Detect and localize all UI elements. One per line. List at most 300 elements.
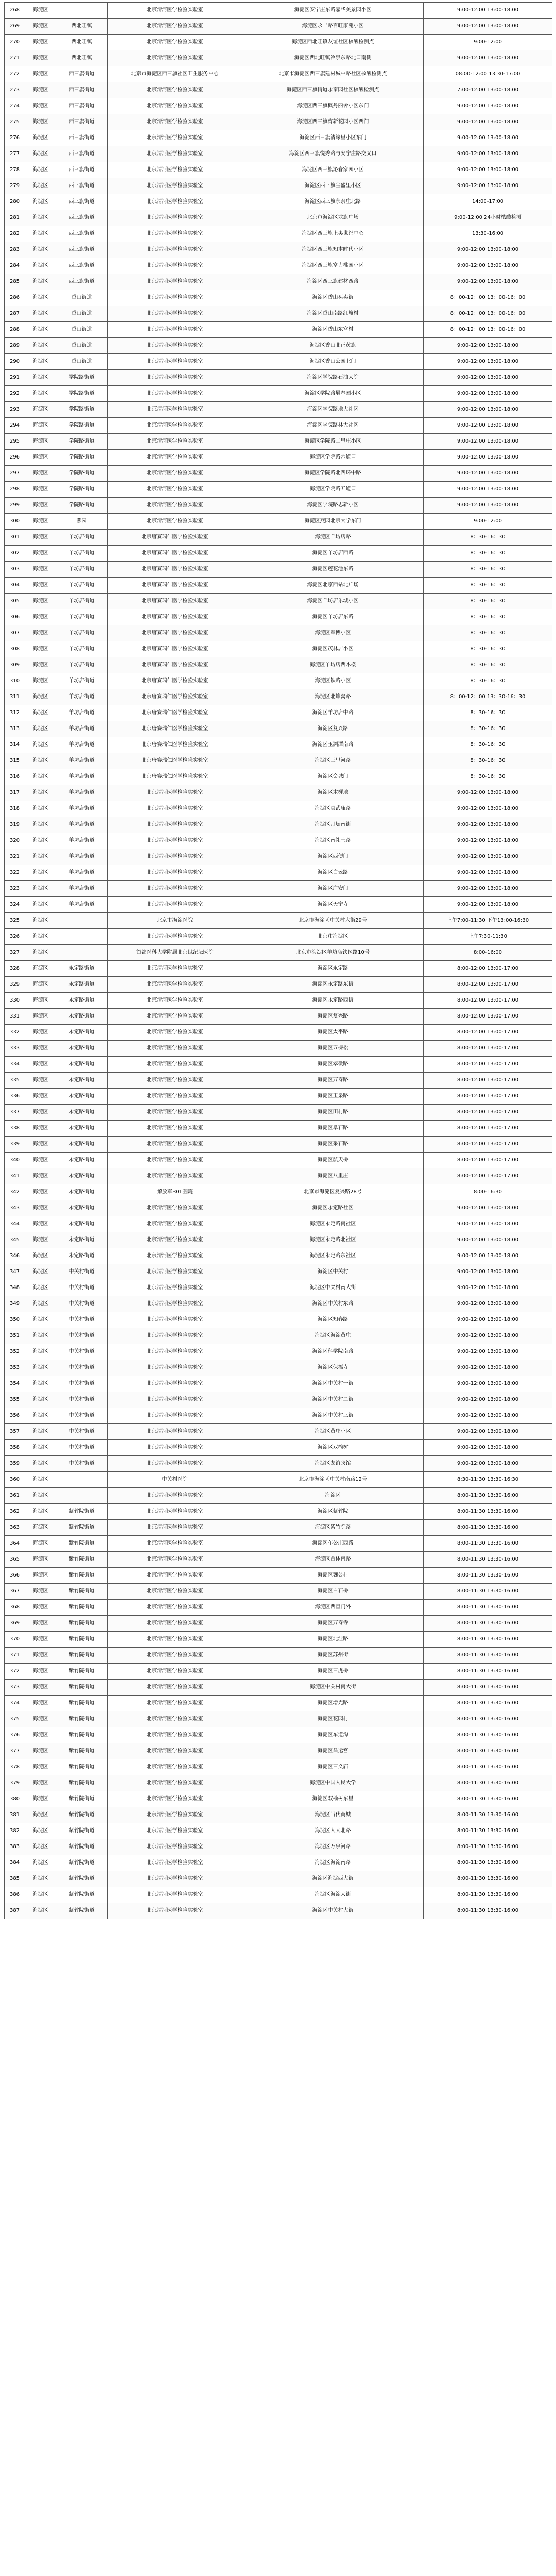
opening-time-cell: 8:00-11:30 13:30-16:00 xyxy=(424,1855,552,1871)
district-cell: 海淀区 xyxy=(25,1216,56,1232)
table-row xyxy=(5,609,552,625)
institution-cell: 北京清河医学检验实验室 xyxy=(108,19,242,35)
district-cell: 海淀区 xyxy=(25,210,56,226)
address-cell: 海淀区西三旗悦秀路与安宁庄路交叉口 xyxy=(242,146,424,162)
district-cell: 海淀区 xyxy=(25,1121,56,1137)
street-cell: 紫竹院街道 xyxy=(56,1711,108,1727)
table-row xyxy=(5,530,552,546)
institution-cell: 北京唐赛瑞仁医学检验实验室 xyxy=(108,737,242,753)
street-cell: 西三旗街道 xyxy=(56,210,108,226)
table-row xyxy=(5,306,552,322)
opening-time-cell: 9:00-12:00 13:00-18:00 xyxy=(424,1216,552,1232)
district-cell: 海淀区 xyxy=(25,402,56,418)
opening-time-cell: 9:00-12:00 13:00-18:00 xyxy=(424,1376,552,1392)
district-cell: 海淀区 xyxy=(25,98,56,114)
institution-cell: 北京清河医学检验实验室 xyxy=(108,370,242,386)
institution-cell: 北京清河医学检验实验室 xyxy=(108,1823,242,1839)
address-cell: 北京市海淀区中关村大街29号 xyxy=(242,913,424,929)
institution-cell: 北京清河医学检验实验室 xyxy=(108,1025,242,1041)
row-number-cell: 374 xyxy=(5,1696,25,1711)
address-cell: 海淀区月坛南街 xyxy=(242,817,424,833)
opening-time-cell: 9:00-12:00 13:00-18:00 xyxy=(424,1264,552,1280)
table-row xyxy=(5,881,552,897)
district-cell: 海淀区 xyxy=(25,913,56,929)
row-number-cell: 340 xyxy=(5,1153,25,1168)
row-number-cell: 286 xyxy=(5,290,25,306)
district-cell: 海淀区 xyxy=(25,274,56,290)
table-row xyxy=(5,1855,552,1871)
opening-time-cell: 8:00-12:00 13:00-17:00 xyxy=(424,993,552,1009)
opening-time-cell: 9:00-12:00 13:00-18:00 xyxy=(424,178,552,194)
district-cell: 海淀区 xyxy=(25,865,56,881)
street-cell: 紫竹院街道 xyxy=(56,1648,108,1664)
institution-cell: 北京清河医学检验实验室 xyxy=(108,1584,242,1600)
institution-cell: 北京清河医学检验实验室 xyxy=(108,402,242,418)
opening-time-cell: 8:00-12:00 13:00-17:00 xyxy=(424,1025,552,1041)
table-row xyxy=(5,1137,552,1153)
address-cell: 海淀区香山买卖街 xyxy=(242,290,424,306)
opening-time-cell: 8:00-11:30 13:30-16:00 xyxy=(424,1711,552,1727)
institution-cell: 北京清河医学检验实验室 xyxy=(108,98,242,114)
institution-cell: 北京清河医学检验实验室 xyxy=(108,1743,242,1759)
opening-time-cell: 8:00-11:30 13:30-16:00 xyxy=(424,1648,552,1664)
row-number-cell: 284 xyxy=(5,258,25,274)
row-number-cell: 302 xyxy=(5,546,25,562)
district-cell: 海淀区 xyxy=(25,1839,56,1855)
institution-cell: 北京清河医学检验实验室 xyxy=(108,290,242,306)
row-number-cell: 334 xyxy=(5,1057,25,1073)
table-row xyxy=(5,1248,552,1264)
street-cell: 中关村街道 xyxy=(56,1360,108,1376)
row-number-cell: 326 xyxy=(5,929,25,945)
address-cell: 海淀区香山东宫村 xyxy=(242,322,424,338)
row-number-cell: 329 xyxy=(5,977,25,993)
street-cell: 紫竹院街道 xyxy=(56,1632,108,1648)
district-cell: 海淀区 xyxy=(25,785,56,801)
institution-cell: 北京清河医学检验实验室 xyxy=(108,1807,242,1823)
opening-time-cell: 9:00-12:00 13:00-18:00 xyxy=(424,274,552,290)
opening-time-cell: 7:00-12:00 13:00-18:00 xyxy=(424,82,552,98)
district-cell: 海淀区 xyxy=(25,833,56,849)
institution-cell: 北京唐赛瑞仁医学检验实验室 xyxy=(108,625,242,641)
street-cell: 中关村街道 xyxy=(56,1296,108,1312)
table-row xyxy=(5,514,552,530)
street-cell: 中关村街道 xyxy=(56,1312,108,1328)
street-cell: 西三旗街道 xyxy=(56,162,108,178)
row-number-cell: 337 xyxy=(5,1105,25,1121)
district-cell: 海淀区 xyxy=(25,769,56,785)
row-number-cell: 308 xyxy=(5,641,25,657)
opening-time-cell: 8:00-12:00 13:00-17:00 xyxy=(424,961,552,977)
row-number-cell: 343 xyxy=(5,1200,25,1216)
district-cell: 海淀区 xyxy=(25,82,56,98)
address-cell: 海淀区三虎桥 xyxy=(242,1664,424,1680)
street-cell: 中关村街道 xyxy=(56,1424,108,1440)
street-cell: 中关村街道 xyxy=(56,1440,108,1456)
district-cell: 海淀区 xyxy=(25,1328,56,1344)
address-cell: 海淀区车道沟 xyxy=(242,1727,424,1743)
table-row xyxy=(5,1089,552,1105)
district-cell: 海淀区 xyxy=(25,498,56,514)
row-number-cell: 285 xyxy=(5,274,25,290)
address-cell: 海淀区增光路 xyxy=(242,1696,424,1711)
opening-time-cell: 9:00-12:00 13:00-18:00 xyxy=(424,338,552,354)
row-number-cell: 367 xyxy=(5,1584,25,1600)
table-row xyxy=(5,753,552,769)
institution-cell: 北京唐赛瑞仁医学检验实验室 xyxy=(108,609,242,625)
row-number-cell: 318 xyxy=(5,801,25,817)
district-cell: 海淀区 xyxy=(25,1600,56,1616)
district-cell: 海淀区 xyxy=(25,1424,56,1440)
address-cell: 海淀区海淀大街 xyxy=(242,1887,424,1903)
row-number-cell: 376 xyxy=(5,1727,25,1743)
district-cell: 海淀区 xyxy=(25,1791,56,1807)
table-row xyxy=(5,466,552,482)
institution-cell: 北京清河医学检验实验室 xyxy=(108,849,242,865)
institution-cell: 北京清河医学检验实验室 xyxy=(108,1887,242,1903)
opening-time-cell: 8:00-11:30 13:30-16:00 xyxy=(424,1616,552,1632)
address-cell: 海淀区永定路北社区 xyxy=(242,1232,424,1248)
address-cell: 海淀区永定路 xyxy=(242,961,424,977)
table-row xyxy=(5,146,552,162)
address-cell: 海淀区知春路 xyxy=(242,1312,424,1328)
table-row xyxy=(5,1727,552,1743)
district-cell: 海淀区 xyxy=(25,1456,56,1472)
table-row xyxy=(5,657,552,673)
table-row xyxy=(5,1743,552,1759)
row-number-cell: 371 xyxy=(5,1648,25,1664)
street-cell: 紫竹院街道 xyxy=(56,1584,108,1600)
table-row xyxy=(5,1264,552,1280)
opening-time-cell: 8：30-16：30 xyxy=(424,657,552,673)
table-row xyxy=(5,450,552,466)
institution-cell: 北京清河医学检验实验室 xyxy=(108,1536,242,1552)
district-cell: 海淀区 xyxy=(25,1296,56,1312)
table-row xyxy=(5,258,552,274)
opening-time-cell: 8:00-11:30 13:30-16:00 xyxy=(424,1775,552,1791)
street-cell: 羊坊店街道 xyxy=(56,737,108,753)
table-row xyxy=(5,977,552,993)
district-cell: 海淀区 xyxy=(25,1711,56,1727)
address-cell: 北京市海淀区龙旗广场 xyxy=(242,210,424,226)
table-row xyxy=(5,418,552,434)
address-cell: 海淀区羊坊店乐城小区 xyxy=(242,594,424,609)
opening-time-cell: 9:00-12:00 13:00-18:00 xyxy=(424,1360,552,1376)
district-cell: 海淀区 xyxy=(25,977,56,993)
district-cell: 海淀区 xyxy=(25,1312,56,1328)
street-cell: 西三旗街道 xyxy=(56,98,108,114)
address-cell: 海淀区西三旗富力桃园小区 xyxy=(242,258,424,274)
address-cell: 海淀区采石路 xyxy=(242,1137,424,1153)
street-cell: 永定路街道 xyxy=(56,1089,108,1105)
institution-cell: 北京清河医学检验实验室 xyxy=(108,1568,242,1584)
table-row xyxy=(5,1616,552,1632)
opening-time-cell: 9:00-12:00 13:00-18:00 xyxy=(424,50,552,66)
address-cell: 海淀区中关村一街 xyxy=(242,1376,424,1392)
row-number-cell: 290 xyxy=(5,354,25,370)
institution-cell: 北京清河医学检验实验室 xyxy=(108,322,242,338)
table-row xyxy=(5,50,552,66)
address-cell: 海淀区香山北正黄旗 xyxy=(242,338,424,354)
institution-cell: 北京清河医学检验实验室 xyxy=(108,817,242,833)
address-cell: 海淀区学院路五道口 xyxy=(242,482,424,498)
institution-cell: 北京清河医学检验实验室 xyxy=(108,1248,242,1264)
table-row xyxy=(5,1232,552,1248)
address-cell: 海淀区中关村东路 xyxy=(242,1296,424,1312)
address-cell: 海淀区紫竹院路 xyxy=(242,1520,424,1536)
district-cell: 海淀区 xyxy=(25,625,56,641)
opening-time-cell: 9:00-12:00 13:00-18:00 xyxy=(424,1440,552,1456)
district-cell: 海淀区 xyxy=(25,1648,56,1664)
district-cell: 海淀区 xyxy=(25,1025,56,1041)
address-cell: 海淀区学院路石油大院 xyxy=(242,370,424,386)
district-cell: 海淀区 xyxy=(25,482,56,498)
opening-time-cell: 8:00-11:30 13:30-16:00 xyxy=(424,1743,552,1759)
address-cell: 海淀区三义庙 xyxy=(242,1759,424,1775)
street-cell: 羊坊店街道 xyxy=(56,609,108,625)
table-row xyxy=(5,737,552,753)
opening-time-cell: 9:00-12:00 13:00-18:00 xyxy=(424,466,552,482)
opening-time-cell: 9:00-12:00 13:00-18:00 xyxy=(424,1408,552,1424)
opening-time-cell: 8:00-11:30 13:30-16:00 xyxy=(424,1696,552,1711)
street-cell: 羊坊店街道 xyxy=(56,721,108,737)
institution-cell: 北京清河医学检验实验室 xyxy=(108,3,242,19)
opening-time-cell: 8：00-12：00 13：00-16：00 xyxy=(424,306,552,322)
institution-cell: 北京清河医学检验实验室 xyxy=(108,1871,242,1887)
institution-cell: 北京清河医学检验实验室 xyxy=(108,1360,242,1376)
table-row xyxy=(5,993,552,1009)
institution-cell: 北京唐赛瑞仁医学检验实验室 xyxy=(108,578,242,594)
opening-time-cell: 9:00-12:00 13:00-18:00 xyxy=(424,1328,552,1344)
district-cell: 海淀区 xyxy=(25,1376,56,1392)
row-number-cell: 280 xyxy=(5,194,25,210)
opening-time-cell: 9:00-12:00 13:00-18:00 xyxy=(424,1424,552,1440)
street-cell: 香山街道 xyxy=(56,338,108,354)
address-cell: 海淀区花园村 xyxy=(242,1711,424,1727)
row-number-cell: 276 xyxy=(5,130,25,146)
institution-cell: 北京清河医学检验实验室 xyxy=(108,1041,242,1057)
row-number-cell: 307 xyxy=(5,625,25,641)
district-cell: 海淀区 xyxy=(25,1472,56,1488)
address-cell: 海淀区北蜂窝路 xyxy=(242,689,424,705)
institution-cell: 北京清河医学检验实验室 xyxy=(108,210,242,226)
district-cell: 海淀区 xyxy=(25,530,56,546)
street-cell: 紫竹院街道 xyxy=(56,1839,108,1855)
table-row xyxy=(5,1424,552,1440)
opening-time-cell: 8：00-12：00 13：00-16：00 xyxy=(424,322,552,338)
district-cell: 海淀区 xyxy=(25,1041,56,1057)
institution-cell: 北京清河医学检验实验室 xyxy=(108,482,242,498)
street-cell: 西三旗街道 xyxy=(56,114,108,130)
address-cell: 海淀区玉渊潭南路 xyxy=(242,737,424,753)
street-cell: 羊坊店街道 xyxy=(56,689,108,705)
street-cell: 中关村街道 xyxy=(56,1392,108,1408)
address-cell: 海淀区三里河路 xyxy=(242,753,424,769)
institution-cell: 北京清河医学检验实验室 xyxy=(108,1168,242,1184)
institution-cell: 北京清河医学检验实验室 xyxy=(108,1488,242,1504)
district-cell: 海淀区 xyxy=(25,1696,56,1711)
district-cell: 海淀区 xyxy=(25,753,56,769)
table-row xyxy=(5,1296,552,1312)
table-row xyxy=(5,402,552,418)
opening-time-cell: 9:00-12:00 13:00-18:00 xyxy=(424,19,552,35)
opening-time-cell: 8:00-11:30 13:30-16:00 xyxy=(424,1903,552,1919)
street-cell: 紫竹院街道 xyxy=(56,1664,108,1680)
table-row xyxy=(5,322,552,338)
institution-cell: 北京清河医学检验实验室 xyxy=(108,50,242,66)
street-cell xyxy=(56,945,108,961)
district-cell: 海淀区 xyxy=(25,1775,56,1791)
district-cell: 海淀区 xyxy=(25,258,56,274)
opening-time-cell: 9:00-12:00 13:00-18:00 xyxy=(424,1312,552,1328)
row-number-cell: 377 xyxy=(5,1743,25,1759)
street-cell: 西北旺镇 xyxy=(56,19,108,35)
institution-cell: 北京清河医学检验实验室 xyxy=(108,1153,242,1168)
opening-time-cell: 9:00-12:00 13:00-18:00 xyxy=(424,1200,552,1216)
opening-time-cell: 9:00-12:00 13:00-18:00 xyxy=(424,402,552,418)
district-cell: 海淀区 xyxy=(25,1248,56,1264)
table-row xyxy=(5,1328,552,1344)
table-row xyxy=(5,945,552,961)
opening-time-cell: 8:00-11:30 13:30-16:00 xyxy=(424,1680,552,1696)
table-row xyxy=(5,1376,552,1392)
table-row xyxy=(5,1775,552,1791)
row-number-cell: 328 xyxy=(5,961,25,977)
opening-time-cell: 9:00-12:00 13:00-18:00 xyxy=(424,130,552,146)
opening-time-cell: 9:00-12:00 13:00-18:00 xyxy=(424,162,552,178)
table-row xyxy=(5,1520,552,1536)
opening-time-cell: 8:00-11:30 13:30-16:00 xyxy=(424,1839,552,1855)
institution-cell: 北京清河医学检验实验室 xyxy=(108,386,242,402)
address-cell: 海淀区铁路小区 xyxy=(242,673,424,689)
table-row xyxy=(5,673,552,689)
table-row xyxy=(5,1696,552,1711)
street-cell: 羊坊店街道 xyxy=(56,753,108,769)
address-cell: 海淀区西北旺镇友谊社区核酸检测点 xyxy=(242,35,424,50)
address-cell: 海淀区永定路东街 xyxy=(242,977,424,993)
address-cell: 海淀区中关村南大街 xyxy=(242,1280,424,1296)
street-cell: 羊坊店街道 xyxy=(56,546,108,562)
district-cell: 海淀区 xyxy=(25,578,56,594)
institution-cell: 北京清河医学检验实验室 xyxy=(108,961,242,977)
address-cell: 海淀区羊坊店西木楼 xyxy=(242,657,424,673)
institution-cell: 首都医科大学附属北京世纪坛医院 xyxy=(108,945,242,961)
table-row xyxy=(5,897,552,913)
table-row xyxy=(5,178,552,194)
institution-cell: 北京清河医学检验实验室 xyxy=(108,338,242,354)
row-number-cell: 344 xyxy=(5,1216,25,1232)
street-cell: 西北旺镇 xyxy=(56,50,108,66)
institution-cell: 北京清河医学检验实验室 xyxy=(108,1759,242,1775)
table-row xyxy=(5,1791,552,1807)
street-cell: 西三旗街道 xyxy=(56,82,108,98)
street-cell: 羊坊店街道 xyxy=(56,833,108,849)
institution-cell: 北京清河医学检验实验室 xyxy=(108,929,242,945)
institution-cell: 北京清河医学检验实验室 xyxy=(108,130,242,146)
opening-time-cell: 8:00-11:30 13:30-16:00 xyxy=(424,1759,552,1775)
address-cell: 海淀区西三旗上奥世纪中心 xyxy=(242,226,424,242)
institution-cell: 北京清河医学检验实验室 xyxy=(108,1504,242,1520)
row-number-cell: 271 xyxy=(5,50,25,66)
row-number-cell: 324 xyxy=(5,897,25,913)
table-row xyxy=(5,849,552,865)
institution-cell: 北京清河医学检验实验室 xyxy=(108,785,242,801)
street-cell: 羊坊店街道 xyxy=(56,769,108,785)
institution-cell: 北京清河医学检验实验室 xyxy=(108,1648,242,1664)
institution-cell: 北京清河医学检验实验室 xyxy=(108,162,242,178)
address-cell: 海淀区天宁寺 xyxy=(242,897,424,913)
address-cell: 海淀区羊坊店西路 xyxy=(242,546,424,562)
street-cell: 羊坊店街道 xyxy=(56,705,108,721)
row-number-cell: 359 xyxy=(5,1456,25,1472)
opening-time-cell: 8:00-11:30 13:30-16:00 xyxy=(424,1568,552,1584)
address-cell: 海淀区海淀南路 xyxy=(242,1855,424,1871)
row-number-cell: 283 xyxy=(5,242,25,258)
row-number-cell: 330 xyxy=(5,993,25,1009)
district-cell: 海淀区 xyxy=(25,1105,56,1121)
district-cell: 海淀区 xyxy=(25,641,56,657)
address-cell: 海淀区海淀黄庄 xyxy=(242,1328,424,1344)
address-cell: 海淀区保福寺 xyxy=(242,1360,424,1376)
district-cell: 海淀区 xyxy=(25,609,56,625)
address-cell: 海淀区航天桥 xyxy=(242,1153,424,1168)
institution-cell: 北京唐赛瑞仁医学检验实验室 xyxy=(108,594,242,609)
table-body xyxy=(5,3,552,1919)
table-row xyxy=(5,1408,552,1424)
institution-cell: 北京唐赛瑞仁医学检验实验室 xyxy=(108,641,242,657)
row-number-cell: 335 xyxy=(5,1073,25,1089)
opening-time-cell: 8:00-11:30 13:30-16:00 xyxy=(424,1887,552,1903)
row-number-cell: 380 xyxy=(5,1791,25,1807)
opening-time-cell: 9:00-12:00 xyxy=(424,514,552,530)
institution-cell: 北京清河医学检验实验室 xyxy=(108,1903,242,1919)
address-cell: 海淀区学院路地大社区 xyxy=(242,402,424,418)
row-number-cell: 288 xyxy=(5,322,25,338)
institution-cell: 北京清河医学检验实验室 xyxy=(108,354,242,370)
institution-cell: 北京清河医学检验实验室 xyxy=(108,865,242,881)
street-cell: 羊坊店街道 xyxy=(56,594,108,609)
opening-time-cell: 8：30-16：30 xyxy=(424,705,552,721)
street-cell: 羊坊店街道 xyxy=(56,817,108,833)
table-row xyxy=(5,1392,552,1408)
institution-cell: 北京清河医学检验实验室 xyxy=(108,178,242,194)
opening-time-cell: 8：00-12：00 13：30-16：30 xyxy=(424,689,552,705)
opening-time-cell: 9:00-12:00 13:00-18:00 xyxy=(424,1248,552,1264)
institution-cell: 北京清河医学检验实验室 xyxy=(108,1600,242,1616)
row-number-cell: 316 xyxy=(5,769,25,785)
opening-time-cell: 8:00-12:00 13:00-17:00 xyxy=(424,1168,552,1184)
address-cell: 海淀区友谊宾馆 xyxy=(242,1456,424,1472)
street-cell: 紫竹院街道 xyxy=(56,1807,108,1823)
address-cell: 北京市海淀区 xyxy=(242,929,424,945)
street-cell: 羊坊店街道 xyxy=(56,881,108,897)
row-number-cell: 351 xyxy=(5,1328,25,1344)
row-number-cell: 355 xyxy=(5,1392,25,1408)
table-row xyxy=(5,1200,552,1216)
row-number-cell: 279 xyxy=(5,178,25,194)
district-cell: 海淀区 xyxy=(25,514,56,530)
opening-time-cell: 8:00-11:30 13:30-16:00 xyxy=(424,1536,552,1552)
district-cell: 海淀区 xyxy=(25,194,56,210)
district-cell: 海淀区 xyxy=(25,1504,56,1520)
opening-time-cell: 9:00-12:00 13:00-18:00 xyxy=(424,1344,552,1360)
street-cell: 紫竹院街道 xyxy=(56,1823,108,1839)
institution-cell: 北京清河医学检验实验室 xyxy=(108,1376,242,1392)
opening-time-cell: 8:00-11:30 13:30-16:00 xyxy=(424,1520,552,1536)
institution-cell: 北京清河医学检验实验室 xyxy=(108,1121,242,1137)
street-cell: 紫竹院街道 xyxy=(56,1775,108,1791)
institution-cell: 北京清河医学检验实验室 xyxy=(108,1105,242,1121)
